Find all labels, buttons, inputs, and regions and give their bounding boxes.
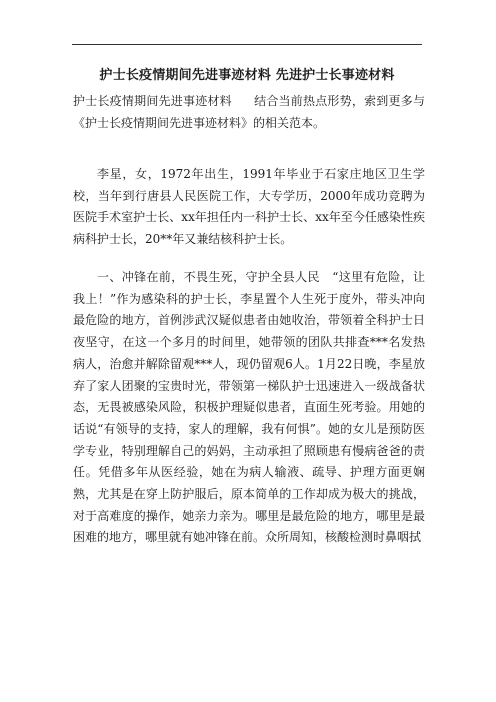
header-rule [72, 44, 422, 45]
document-title: 护士长疫情期间先进事迹材料 先进护士长事迹材料 [99, 68, 395, 83]
section-one-paragraph: 一、冲锋在前，不畏生死，守护全县人民 “这里有危险，让我上！”作为感染科的护士长，李星置个人生死于度外，带头冲向最危险的地方，首例涉武汉疑似患者由她收治，带领着全科护士日夜坚守，在这一个多月的时间里，她带领的团队共排查***名发热病人，治愈并解除留观***人，现仍留观6人。1月22日晚，李星放弃了家人团聚的宝贵时光，带领第一梯队护士迅速进入一级战备状态，无畏被感染风险，积极护理疑似患者，直面生死考验。用她的话说“有领导的支持，家人的理解，我有何惧”。她的女儿是预防医学专业，特别理解自己的妈妈，主动承担了照顾患有慢病爸爸的责任。凭借多年从医经验，她在为病人输液、疏导、护理方面更娴熟，尤其是在穿上防护服后，原本简单的工作却成为极大的挑战，对于高难度的操作，她亲力亲为。哪里是最危险的地方，哪里是最困难的地方，哪里就有她冲锋在前。众所周知，核酸检测时鼻咽拭 [73, 270, 425, 545]
intro-lead: 护士长疫情期间先进事迹材料 [73, 94, 232, 108]
intro-paragraph [73, 91, 425, 134]
bio-paragraph: 李星，女，1972年出生，1991年毕业于石家庄地区卫生学校，当年到行唐县人民医院工作，大专学历，2000年成功竞聘为医院手术室护士长、xx年担任内一科护士长、xx年至今任感染性疾病科护士长，20**年又兼结核科护士长。 [73, 167, 425, 247]
intro-rest: 结合当前热点形势，索到更多与《护士长疫情期间先进事迹材料》的相关范本。 [73, 94, 425, 130]
